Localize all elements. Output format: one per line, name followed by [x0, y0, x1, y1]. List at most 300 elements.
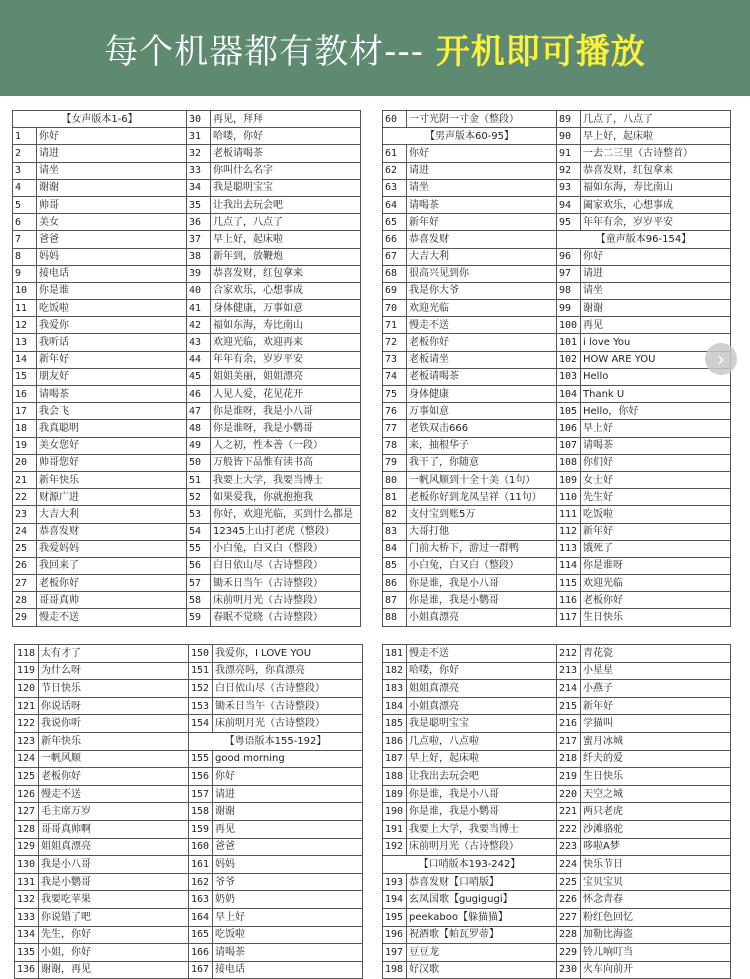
track-title: 身体健康 [407, 386, 557, 403]
track-title: 吃饭啦 [37, 300, 187, 317]
track-title: 慢走不送 [407, 317, 557, 334]
track-title: 锄禾日当午（古诗整段） [213, 697, 363, 715]
table-row [383, 557, 731, 574]
track-title: 再见 [581, 317, 731, 334]
track-number: 73 [383, 351, 407, 368]
song-list-table [14, 644, 363, 979]
track-title: 你是谁呀，我是小八哥 [211, 403, 361, 420]
track-title: 火车向前开 [581, 961, 731, 979]
track-number: 96 [557, 248, 581, 265]
track-number: 109 [557, 471, 581, 488]
track-number: 102 [557, 351, 581, 368]
track-title: 床前明月光（古诗整段） [407, 838, 557, 856]
track-number: 77 [383, 420, 407, 437]
track-number: 181 [383, 645, 407, 663]
track-number: 33 [187, 162, 211, 179]
track-number: 71 [383, 317, 407, 334]
track-title: 我爱你，I LOVE YOU [213, 645, 363, 663]
track-title: 大吉大利 [407, 248, 557, 265]
track-number: 84 [383, 540, 407, 557]
track-title: 谢谢 [37, 179, 187, 196]
track-number: 126 [15, 785, 39, 803]
track-title: 床前明月光（古诗整段） [211, 592, 361, 609]
track-title: 请喝茶 [581, 437, 731, 454]
track-number: 24 [13, 523, 37, 540]
track-number: 74 [383, 368, 407, 385]
table-row [383, 944, 731, 962]
track-title: 哈喽，你好 [211, 128, 361, 145]
track-title: 如果爱我，你就抱抱我 [211, 489, 361, 506]
sheet-bottom-right [382, 644, 731, 979]
track-number: 195 [383, 908, 407, 926]
track-number: 54 [187, 523, 211, 540]
track-number: 49 [187, 437, 211, 454]
track-title: 老板你好 [581, 592, 731, 609]
table-row [383, 420, 731, 437]
track-number: 44 [187, 351, 211, 368]
track-number: 197 [383, 944, 407, 962]
track-title: 老板你好到龙凤呈祥（11句） [407, 489, 557, 506]
track-number: 78 [383, 437, 407, 454]
track-number: 17 [13, 403, 37, 420]
track-number: 193 [383, 873, 407, 891]
track-number: 230 [557, 961, 581, 979]
table-row [383, 926, 731, 944]
track-number: 43 [187, 334, 211, 351]
track-title: 恭喜发财，红包拿来 [581, 162, 731, 179]
track-title: 小白兔，白又白（整段） [407, 557, 557, 574]
track-number: 189 [383, 785, 407, 803]
track-title: 毛主席万岁 [39, 803, 189, 821]
table-row [383, 196, 731, 213]
track-number: 11 [13, 300, 37, 317]
track-title: 爸爸 [213, 838, 363, 856]
track-number: 6 [13, 214, 37, 231]
track-number: 227 [557, 908, 581, 926]
track-title: 慢走不送 [37, 609, 187, 626]
track-title: 你是谁呀 [581, 557, 731, 574]
track-number: 64 [383, 196, 407, 213]
track-number: 68 [383, 265, 407, 282]
track-title: 一帆风顺 [39, 750, 189, 768]
track-number: 76 [383, 403, 407, 420]
track-number: 80 [383, 471, 407, 488]
track-number: 228 [557, 926, 581, 944]
track-title: 我漂亮吗，你真漂亮 [213, 662, 363, 680]
table-row [383, 732, 731, 750]
track-number: 98 [557, 282, 581, 299]
track-title: 先生好 [581, 489, 731, 506]
track-number: 90 [557, 128, 581, 145]
track-number: 26 [13, 557, 37, 574]
track-number: 213 [557, 662, 581, 680]
track-title: 早上好 [581, 420, 731, 437]
track-number: 134 [15, 926, 39, 944]
track-title: 饿死了 [581, 540, 731, 557]
table-row [13, 317, 361, 334]
table-row [13, 523, 361, 540]
track-title: 让我出去玩会吧 [211, 196, 361, 213]
table-row [13, 111, 361, 128]
table-row [15, 645, 363, 663]
track-number: 122 [15, 715, 39, 733]
track-number: 53 [187, 506, 211, 523]
track-number: 58 [187, 592, 211, 609]
track-number: 167 [189, 961, 213, 979]
track-title: 小姐真漂亮 [407, 697, 557, 715]
track-number: 159 [189, 820, 213, 838]
track-title: 慢走不送 [39, 785, 189, 803]
track-title: 请进 [407, 162, 557, 179]
next-image-button[interactable] [705, 343, 737, 375]
table-row [383, 351, 731, 368]
track-number: 93 [557, 179, 581, 196]
track-number: 66 [383, 231, 407, 248]
track-title: 你是谁，我是小八哥 [407, 575, 557, 592]
track-number: 153 [189, 697, 213, 715]
track-number: 63 [383, 179, 407, 196]
table-row [15, 662, 363, 680]
table-row [13, 231, 361, 248]
track-title: 恭喜发财【口哨版】 [407, 873, 557, 891]
track-title: 接电话 [213, 961, 363, 979]
track-number: 136 [15, 961, 39, 979]
track-title: 你是谁呀，我是小鹦哥 [211, 420, 361, 437]
track-title: 你好 [581, 248, 731, 265]
table-row [383, 386, 731, 403]
track-number: 198 [383, 961, 407, 979]
track-number: 85 [383, 557, 407, 574]
header-banner [0, 0, 750, 96]
track-number: 62 [383, 162, 407, 179]
track-number: 119 [15, 662, 39, 680]
table-row [383, 820, 731, 838]
track-number: 183 [383, 680, 407, 698]
track-number: 91 [557, 145, 581, 162]
track-title: 宝贝宝贝 [581, 873, 731, 891]
table-row [383, 437, 731, 454]
track-title: 生日快乐 [581, 609, 731, 626]
track-title: 福如东海，寿比南山 [211, 317, 361, 334]
track-title: 锄禾日当午（古诗整段） [211, 575, 361, 592]
track-number: 20 [13, 454, 37, 471]
track-title: 我爱妈妈 [37, 540, 187, 557]
track-number: 121 [15, 697, 39, 715]
track-number: 103 [557, 368, 581, 385]
section-header: 【粤语版本155-192】 [189, 732, 363, 750]
track-title: 新年快乐 [37, 471, 187, 488]
track-title: 姐姐美丽，姐姐漂亮 [211, 368, 361, 385]
table-row [15, 856, 363, 874]
track-title: 请进 [213, 785, 363, 803]
track-number: 117 [557, 609, 581, 626]
track-title: 我真聪明 [37, 420, 187, 437]
track-number: 89 [557, 111, 581, 128]
track-title: 白日依山尽（古诗整段） [211, 557, 361, 574]
table-row [383, 145, 731, 162]
table-row [13, 489, 361, 506]
table-row [383, 231, 731, 248]
track-number: 225 [557, 873, 581, 891]
table-row [383, 908, 731, 926]
track-title: 财源广进 [37, 489, 187, 506]
track-title: 我听话 [37, 334, 187, 351]
table-row [13, 506, 361, 523]
track-title: 铃儿响叮当 [581, 944, 731, 962]
track-number: 156 [189, 768, 213, 786]
track-title: 妈妈 [37, 248, 187, 265]
track-number: 50 [187, 454, 211, 471]
table-row [383, 540, 731, 557]
song-list-table [382, 110, 731, 627]
track-title: 慢走不送 [407, 645, 557, 663]
track-title: 新年好 [581, 697, 731, 715]
track-title: 我会飞 [37, 403, 187, 420]
table-row [13, 592, 361, 609]
track-title: 学猫叫 [581, 715, 731, 733]
track-title: 老板你好 [37, 575, 187, 592]
track-title: 小姐真漂亮 [407, 609, 557, 626]
table-row [383, 128, 731, 145]
track-number: 185 [383, 715, 407, 733]
track-number: 29 [13, 609, 37, 626]
table-row [13, 403, 361, 420]
track-number: 28 [13, 592, 37, 609]
table-row [383, 785, 731, 803]
track-number: 34 [187, 179, 211, 196]
track-title: 万事如意 [407, 403, 557, 420]
track-title: 几点了，八点了 [581, 111, 731, 128]
track-number: 128 [15, 820, 39, 838]
track-number: 101 [557, 334, 581, 351]
table-row [13, 162, 361, 179]
table-row [383, 111, 731, 128]
track-number: 100 [557, 317, 581, 334]
track-number: 133 [15, 908, 39, 926]
table-row [13, 540, 361, 557]
track-number: 160 [189, 838, 213, 856]
track-title: 我是你大爷 [407, 282, 557, 299]
track-title: 请坐 [407, 179, 557, 196]
table-row [383, 715, 731, 733]
track-number: 1 [13, 128, 37, 145]
track-title: 我要上大学，我要当博士 [407, 820, 557, 838]
track-title: 老板你好 [407, 334, 557, 351]
track-title: 你好 [407, 145, 557, 162]
track-title: 请喝茶 [407, 196, 557, 213]
track-number: 182 [383, 662, 407, 680]
track-number: 8 [13, 248, 37, 265]
track-number: 192 [383, 838, 407, 856]
track-title: 沙滩骆驼 [581, 820, 731, 838]
track-title: HOW ARE YOU [581, 351, 731, 368]
track-title: 年年有余，岁岁平安 [211, 351, 361, 368]
track-title: 请坐 [37, 162, 187, 179]
table-row [13, 179, 361, 196]
track-number: 222 [557, 820, 581, 838]
track-title: Hello，你好 [581, 403, 731, 420]
track-number: 4 [13, 179, 37, 196]
track-number: 132 [15, 891, 39, 909]
table-row [13, 128, 361, 145]
track-number: 154 [189, 715, 213, 733]
track-title: 你们好 [581, 454, 731, 471]
track-title: 节日快乐 [39, 680, 189, 698]
track-title: 你说错了吧 [39, 908, 189, 926]
track-title: 你好 [213, 768, 363, 786]
table-row [383, 750, 731, 768]
track-title: 福如东海，寿比南山 [581, 179, 731, 196]
track-title: 恭喜发财 [407, 231, 557, 248]
track-number: 115 [557, 575, 581, 592]
track-title: 天空之城 [581, 785, 731, 803]
track-number: 157 [189, 785, 213, 803]
track-title: 我要上大学，我要当博士 [211, 471, 361, 488]
track-number: 45 [187, 368, 211, 385]
track-title: 奶奶 [213, 891, 363, 909]
track-number: 41 [187, 300, 211, 317]
track-title: 新年快乐 [39, 732, 189, 750]
track-title: 美女您好 [37, 437, 187, 454]
track-number: 3 [13, 162, 37, 179]
table-row [383, 317, 731, 334]
table-row [13, 248, 361, 265]
track-number: 13 [13, 334, 37, 351]
section-header: 【口哨版本193-242】 [383, 856, 557, 874]
table-row [13, 351, 361, 368]
track-number: 36 [187, 214, 211, 231]
table-row [13, 420, 361, 437]
table-row [383, 838, 731, 856]
table-row [383, 334, 731, 351]
track-title: 哥哥真帅 [37, 592, 187, 609]
track-number: 60 [383, 111, 407, 128]
table-row [15, 961, 363, 979]
table-row [383, 248, 731, 265]
table-row [383, 609, 731, 626]
track-number: 30 [187, 111, 211, 128]
track-title: 新年好 [37, 351, 187, 368]
track-number: 118 [15, 645, 39, 663]
track-title: 吃饭啦 [581, 506, 731, 523]
track-number: 215 [557, 697, 581, 715]
track-number: 219 [557, 768, 581, 786]
track-number: 131 [15, 873, 39, 891]
track-title: 接电话 [37, 265, 187, 282]
track-number: 32 [187, 145, 211, 162]
table-row [15, 680, 363, 698]
track-title: 欢迎光临 [581, 575, 731, 592]
track-title: 吃饭啦 [213, 926, 363, 944]
track-number: 163 [189, 891, 213, 909]
track-title: 一帆风顺到十全十美（1句） [407, 471, 557, 488]
track-title: 我要吃苹果 [39, 891, 189, 909]
table-row [383, 645, 731, 663]
track-number: 95 [557, 214, 581, 231]
track-title: 一去二三里（古诗整首） [581, 145, 731, 162]
track-title: 爷爷 [213, 873, 363, 891]
track-title: 身体健康，万事如意 [211, 300, 361, 317]
track-number: 216 [557, 715, 581, 733]
track-number: 22 [13, 489, 37, 506]
table-row [13, 145, 361, 162]
track-title: 春眠不觉晓（古诗整段） [211, 609, 361, 626]
track-number: 57 [187, 575, 211, 592]
track-number: 25 [13, 540, 37, 557]
table-row [13, 368, 361, 385]
track-title: 早上好 [213, 908, 363, 926]
track-number: 79 [383, 454, 407, 471]
track-title: 我回来了 [37, 557, 187, 574]
table-row [383, 489, 731, 506]
track-title: good morning [213, 750, 363, 768]
track-number: 124 [15, 750, 39, 768]
track-title: 谢谢 [581, 300, 731, 317]
track-number: 223 [557, 838, 581, 856]
track-title: 请喝茶 [37, 386, 187, 403]
track-title: Thank U [581, 386, 731, 403]
track-title: 12345上山打老虎（整段） [211, 523, 361, 540]
track-title: 小燕子 [581, 680, 731, 698]
track-title: 为什么呀 [39, 662, 189, 680]
table-row [383, 873, 731, 891]
track-number: 224 [557, 856, 581, 874]
table-row [13, 196, 361, 213]
track-title: 老板请喝茶 [407, 368, 557, 385]
banner-title-main: 每个机器都有教材--- [104, 31, 436, 72]
table-row [13, 282, 361, 299]
table-row [13, 300, 361, 317]
track-number: 47 [187, 403, 211, 420]
track-number: 113 [557, 540, 581, 557]
track-number: 23 [13, 506, 37, 523]
table-row [15, 715, 363, 733]
table-row [13, 575, 361, 592]
track-title: 请坐 [581, 282, 731, 299]
track-number: 65 [383, 214, 407, 231]
track-number: 61 [383, 145, 407, 162]
track-title: 请进 [37, 145, 187, 162]
table-row [383, 803, 731, 821]
track-title: 你是谁，我是小八哥 [407, 785, 557, 803]
track-number: 21 [13, 471, 37, 488]
track-number: 129 [15, 838, 39, 856]
track-number: 94 [557, 196, 581, 213]
track-number: 99 [557, 300, 581, 317]
section-header: 【童声版本96-154】 [557, 231, 731, 248]
track-number: 39 [187, 265, 211, 282]
track-number: 190 [383, 803, 407, 821]
track-title: 我干了，你随意 [407, 454, 557, 471]
track-number: 106 [557, 420, 581, 437]
table-row [383, 471, 731, 488]
track-title: 小星星 [581, 662, 731, 680]
track-number: 116 [557, 592, 581, 609]
track-number: 69 [383, 282, 407, 299]
track-number: 112 [557, 523, 581, 540]
track-number: 212 [557, 645, 581, 663]
table-row [15, 750, 363, 768]
track-number: 111 [557, 506, 581, 523]
track-number: 35 [187, 196, 211, 213]
table-row [15, 732, 363, 750]
track-number: 55 [187, 540, 211, 557]
table-row [383, 282, 731, 299]
track-number: 186 [383, 732, 407, 750]
track-title: 白日依山尽（古诗整段） [213, 680, 363, 698]
track-title: peekaboo【躲猫猫】 [407, 908, 557, 926]
track-title: 恭喜发财，红包拿来 [211, 265, 361, 282]
